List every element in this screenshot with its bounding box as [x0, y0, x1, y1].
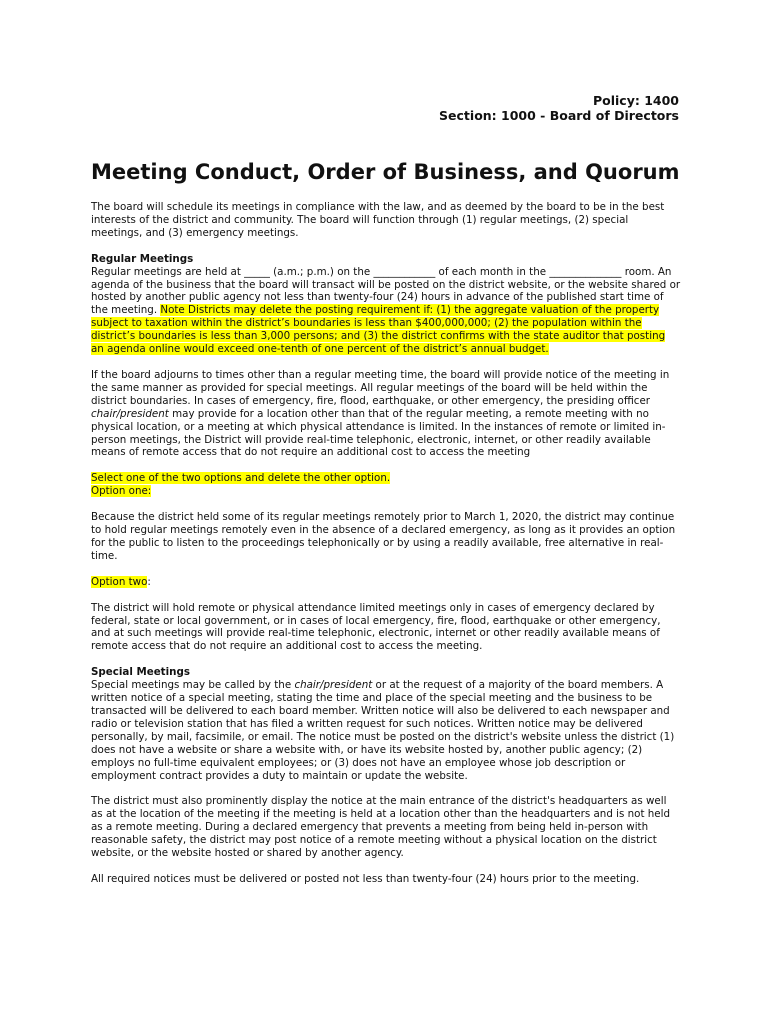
- policy-number: Policy: 1400: [592, 93, 679, 108]
- adjourn-italic-role: chair/president: [91, 407, 169, 420]
- adjourn-paragraph: [91, 369, 681, 459]
- policy-header: [439, 93, 679, 123]
- option-two-label-line: [91, 576, 681, 589]
- special-meetings-section: [91, 666, 681, 782]
- special-text-2: or at the request of a majority of the board members. A written notice of a special meeting, stating the time and place of the special meeting and the business to be transacted will be delivered to each board member. Written notice will also be delivered to each newspaper and radio or television station that has filed a written request for such notices. Written notice may be delivered personally, by mail, facsimile, or email. The notice must be posted on the district's website unless the district (1) does not have a website or share a website with, or have its website hosted by, another public agency; (2) employs no full-time equivalent employees; or (3) does not have an employee whose job description or employment contract provides a duty to maintain or update the website.: [91, 679, 675, 782]
- select-option-note: Select one of the two options and delete the other option.: [91, 472, 391, 485]
- special-italic-role: chair/president: [294, 679, 373, 692]
- option-two-label: Option two: [91, 575, 148, 588]
- required-notices-paragraph: All required notices must be delivered or posted not less than twenty-four (24) hours prior to the meeting.: [91, 872, 640, 885]
- regular-meetings-heading: Regular Meetings: [91, 252, 194, 265]
- display-notice-paragraph: The district must also prominently display the notice at the main entrance of the district's headquarters as well as at the location of the meeting if the meeting is held at a location other than the headquarters and is not held as a remote meeting. During a declared emergency that prevents a meeting from being held in-person with reasonable safety, the district may post notice of a remote meeting without a physical location on the district website, or the website hosted or shared by another agency.: [91, 795, 671, 860]
- option-two-colon: :: [147, 575, 151, 588]
- adjourn-text-2: may provide for a location other than that of the regular meeting, a remote meeting with no physical location, or a meeting at which physical attendance is limited. In the instances of remote or limited in-person meetings, the District will provide real-time telephonic, electronic, internet, or other readily available means of remote access that do not require an additional cost to access the meeting: [91, 407, 666, 459]
- regular-meetings-text: Regular meetings are held at _____ (a.m.; p.m.) on the ____________ of each month in the ______________ room. An agenda of the business that the board will transact will be posted on the district website, or the website shared or hosted by another public agency not less than twenty-four (24) hours in advance of the published start time of the meeting.: [91, 265, 681, 317]
- document-body: [91, 201, 681, 899]
- intro-paragraph: The board will schedule its meetings in compliance with the law, and as deemed by the board to be in the best interests of the district and community. The board will function through (1) regular meetings, (2) special meetings, and (3) emergency meetings.: [91, 201, 665, 239]
- special-meetings-heading: Special Meetings: [91, 666, 190, 679]
- regular-meetings-section: [91, 253, 681, 356]
- page-title: Meeting Conduct, Order of Business, and Quorum: [91, 160, 680, 184]
- option-one-text: Because the district held some of its regular meetings remotely prior to March 1, 2020, the district may continue to hold regular meetings remotely even in the absence of a declared emergency, as long as it provides an option for the public to listen to the proceedings telephonically or by using a readily available, free alternative in real-time.: [91, 511, 676, 562]
- option-one-label: Option one:: [91, 485, 152, 498]
- option-two-text: The district will hold remote or physical attendance limited meetings only in cases of emergency declared by federal, state or local government, or in cases of local emergency, fire, flood, earthquake or other emergency, and at such meetings will provide real-time telephonic, electronic, internet or other readily available means of remote access that do not require an additional cost to access the meeting.: [91, 601, 661, 653]
- regular-meetings-highlight-note: Note Districts may delete the posting requirement if: (1) the aggregate valuation of the property subject to taxation within the district’s boundaries is less than $400,000,000; (2) the population within the district’s boundaries is less than 3,000 persons; and (3) the district confirms with the state auditor that posting an agenda online would exceed one-tenth of one percent of the district’s annual budget.: [91, 304, 666, 356]
- special-text-1: Special meetings may be called by the: [91, 679, 295, 692]
- adjourn-text-1: If the board adjourns to times other than a regular meeting time, the board will provide notice of the meeting in the same manner as provided for special meetings. All regular meetings of the board will be held within the district boundaries. In cases of emergency, fire, flood, earthquake, or other emergency, the presiding officer: [91, 368, 670, 407]
- policy-section: Section: 1000 - Board of Directors: [439, 108, 679, 123]
- options-note: [91, 472, 681, 498]
